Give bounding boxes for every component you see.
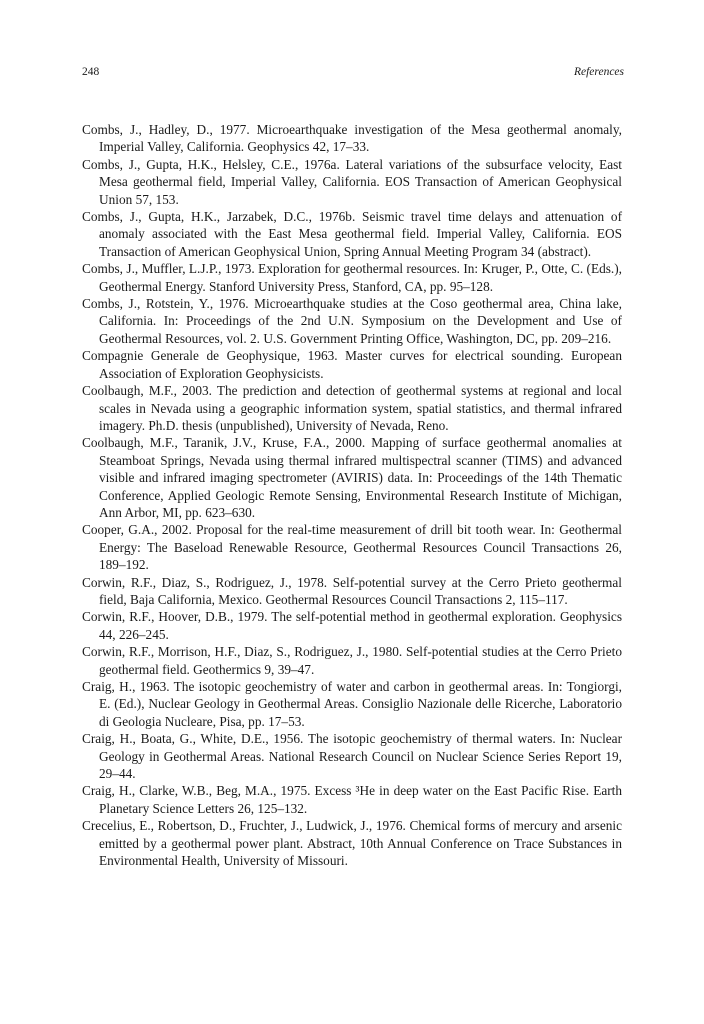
reference-item: Craig, H., 1963. The isotopic geochemistry of water and carbon in geothermal areas. In: Tongiorgi, E. (Ed.), Nuclear Geology in Geothermal Areas. Consiglio Nazionale delle Ricerche, Laboratorio di Geologia Nucleare, Pisa, pp. 17–53. xyxy=(82,679,622,729)
reference-item: Combs, J., Hadley, D., 1977. Microearthquake investigation of the Mesa geothermal anomaly, Imperial Valley, California. Geophysics 42, 17–33. xyxy=(82,122,622,155)
reference-item: Craig, H., Clarke, W.B., Beg, M.A., 1975. Excess ³He in deep water on the East Pacific Rise. Earth Planetary Science Letters 26, 125–132. xyxy=(82,783,622,816)
reference-item: Corwin, R.F., Diaz, S., Rodriguez, J., 1978. Self-potential survey at the Cerro Prieto geothermal field, Baja California, Mexico. Geothermal Resources Council Transactions 2, 115–117. xyxy=(82,574,622,607)
reference-item: Crecelius, E., Robertson, D., Fruchter, J., Ludwick, J., 1976. Chemical forms of mercury and arsenic emitted by a geothermal power plant. Abstract, 10th Annual Conference on Trace Substances in Environmental Health, University of Missouri. xyxy=(82,818,622,869)
reference-item: Corwin, R.F., Morrison, H.F., Diaz, S., Rodriguez, J., 1980. Self-potential studies at the Cerro Prieto geothermal field. Geothermics 9, 39–47. xyxy=(82,644,622,677)
reference-item: Coolbaugh, M.F., Taranik, J.V., Kruse, F.A., 2000. Mapping of surface geothermal anomalies at Steamboat Springs, Nevada using thermal infrared multispectral scanner (TIMS) and advanced visible and infrared imaging spectrometer (AVIRIS) data. In: Proceedings of the 14th Thematic Conference, Applied Geologic Remote Sensing, Environmental Research Institute of Michigan, Ann Arbor, MI, pp. 623–630. xyxy=(82,435,622,520)
reference-item: Compagnie Generale de Geophysique, 1963. Master curves for electrical sounding. European Association of Exploration Geophysicists. xyxy=(82,348,622,381)
page-header xyxy=(82,66,624,82)
running-title: References xyxy=(573,66,624,78)
reference-item: Combs, J., Muffler, L.J.P., 1973. Exploration for geothermal resources. In: Kruger, P., Otte, C. (Eds.), Geothermal Energy. Stanford University Press, Stanford, CA, pp. 95–128. xyxy=(82,261,622,294)
reference-list xyxy=(82,121,622,869)
reference-item: Coolbaugh, M.F., 2003. The prediction and detection of geothermal systems at regional and local scales in Nevada using a geographic information system, spatial statistics, and thermal infrared imagery. Ph.D. thesis (unpublished), University of Nevada, Reno. xyxy=(82,383,622,433)
reference-item: Cooper, G.A., 2002. Proposal for the real-time measurement of drill bit tooth wear. In: Geothermal Energy: The Baseload Renewable Resource, Geothermal Resources Council Transactions 26, 189–192. xyxy=(82,522,622,573)
reference-item: Combs, J., Rotstein, Y., 1976. Microearthquake studies at the Coso geothermal area, China lake, California. In: Proceedings of the 2nd U.N. Symposium on the Development and Use of Geothermal Resources, vol. 2. U.S. Government Printing Office, Washington, DC, pp. 209–216. xyxy=(82,296,622,346)
reference-item: Corwin, R.F., Hoover, D.B., 1979. The self-potential method in geothermal exploration. Geophysics 44, 226–245. xyxy=(82,609,622,642)
reference-item: Combs, J., Gupta, H.K., Helsley, C.E., 1976a. Lateral variations of the subsurface velocity, East Mesa geothermal field, Imperial Valley, California. EOS Transaction of American Geophysical Union 57, 153. xyxy=(82,156,622,207)
reference-item: Craig, H., Boata, G., White, D.E., 1956. The isotopic geochemistry of thermal waters. In: Nuclear Geology in Geothermal Areas. National Research Council on Nuclear Science Series Report 19, 29–44. xyxy=(82,731,622,782)
page-number: 248 xyxy=(82,66,100,78)
reference-item: Combs, J., Gupta, H.K., Jarzabek, D.C., 1976b. Seismic travel time delays and attenuation of anomaly associated with the East Mesa geothermal field. Imperial Valley, California. EOS Transaction of American Geophysical Union, Spring Annual Meeting Program 34 (abstract). xyxy=(82,209,622,259)
